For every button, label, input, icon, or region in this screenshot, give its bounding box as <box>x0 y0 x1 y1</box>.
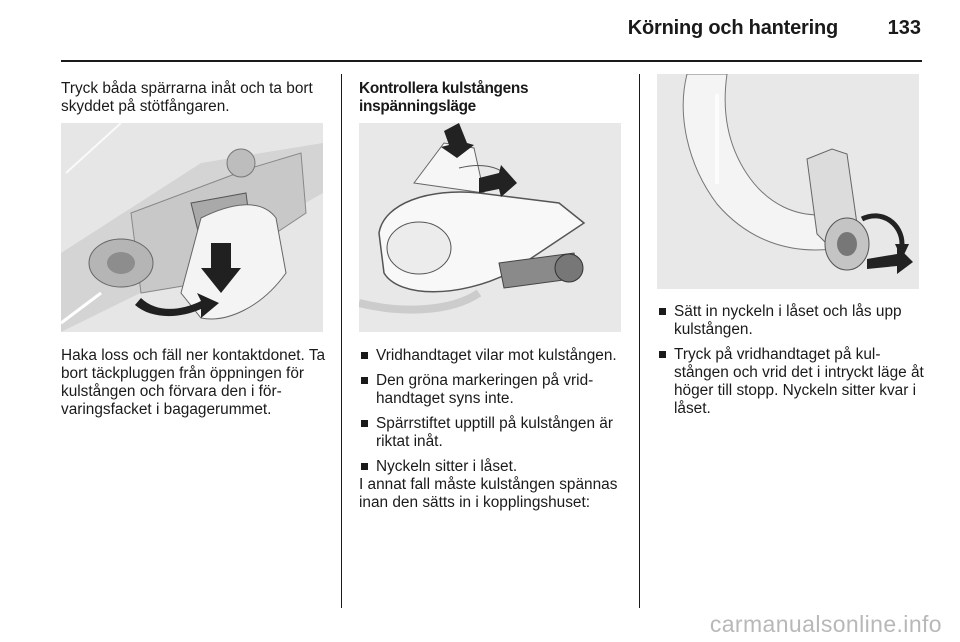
site-watermark: carmanualsonline.info <box>709 611 942 637</box>
bullet-square-icon <box>361 463 368 470</box>
section-heading: Kontrollera kulstångens inspänningsläge <box>359 80 529 115</box>
section-title: Körning och hantering <box>627 17 838 39</box>
bullet-square-icon <box>659 351 666 358</box>
check-list <box>359 347 629 483</box>
column-divider-1 <box>341 74 342 608</box>
intro-text: Tryck båda spärrarna inåt och ta bort skyddet på stötfångaren. <box>61 80 313 115</box>
bullet-square-icon <box>361 377 368 384</box>
column-divider-2 <box>639 74 640 608</box>
list-item: Den gröna markeringen på vrid-handtaget syns inte. <box>359 372 629 408</box>
page-number: 133 <box>887 17 921 39</box>
list-item: Spärrstiftet upptill på kulstången är riktat inåt. <box>359 415 629 451</box>
list-item: Sätt in nyckeln i låset och lås upp kulstången. <box>657 303 927 339</box>
header-rule <box>61 60 922 62</box>
bullet-square-icon <box>361 420 368 427</box>
towbar-check-illustration <box>359 123 621 332</box>
disconnect-instruction: Haka loss och fäll ner kontaktdonet. Ta bort täckpluggen från öppningen för kulstången och förvara den i för-varingsfacket i bagagerummet. <box>61 347 326 418</box>
tension-note: I annat fall måste kulstången spännas inan den sätts in i kopplingshuset: <box>359 476 618 511</box>
list-item: Tryck på vridhandtaget på kul-stången och vrid det i intryckt läge åt höger till stopp. Nyckeln sitter kvar i låset. <box>657 346 927 418</box>
bullet-square-icon <box>361 352 368 359</box>
list-item: Nyckeln sitter i låset. <box>359 458 629 476</box>
list-item: Vridhandtaget vilar mot kulstången. <box>359 347 629 365</box>
bullet-square-icon <box>659 308 666 315</box>
bumper-cover-illustration <box>61 123 323 332</box>
unlock-steps-list <box>657 303 927 425</box>
towbar-unlock-illustration <box>657 74 919 289</box>
